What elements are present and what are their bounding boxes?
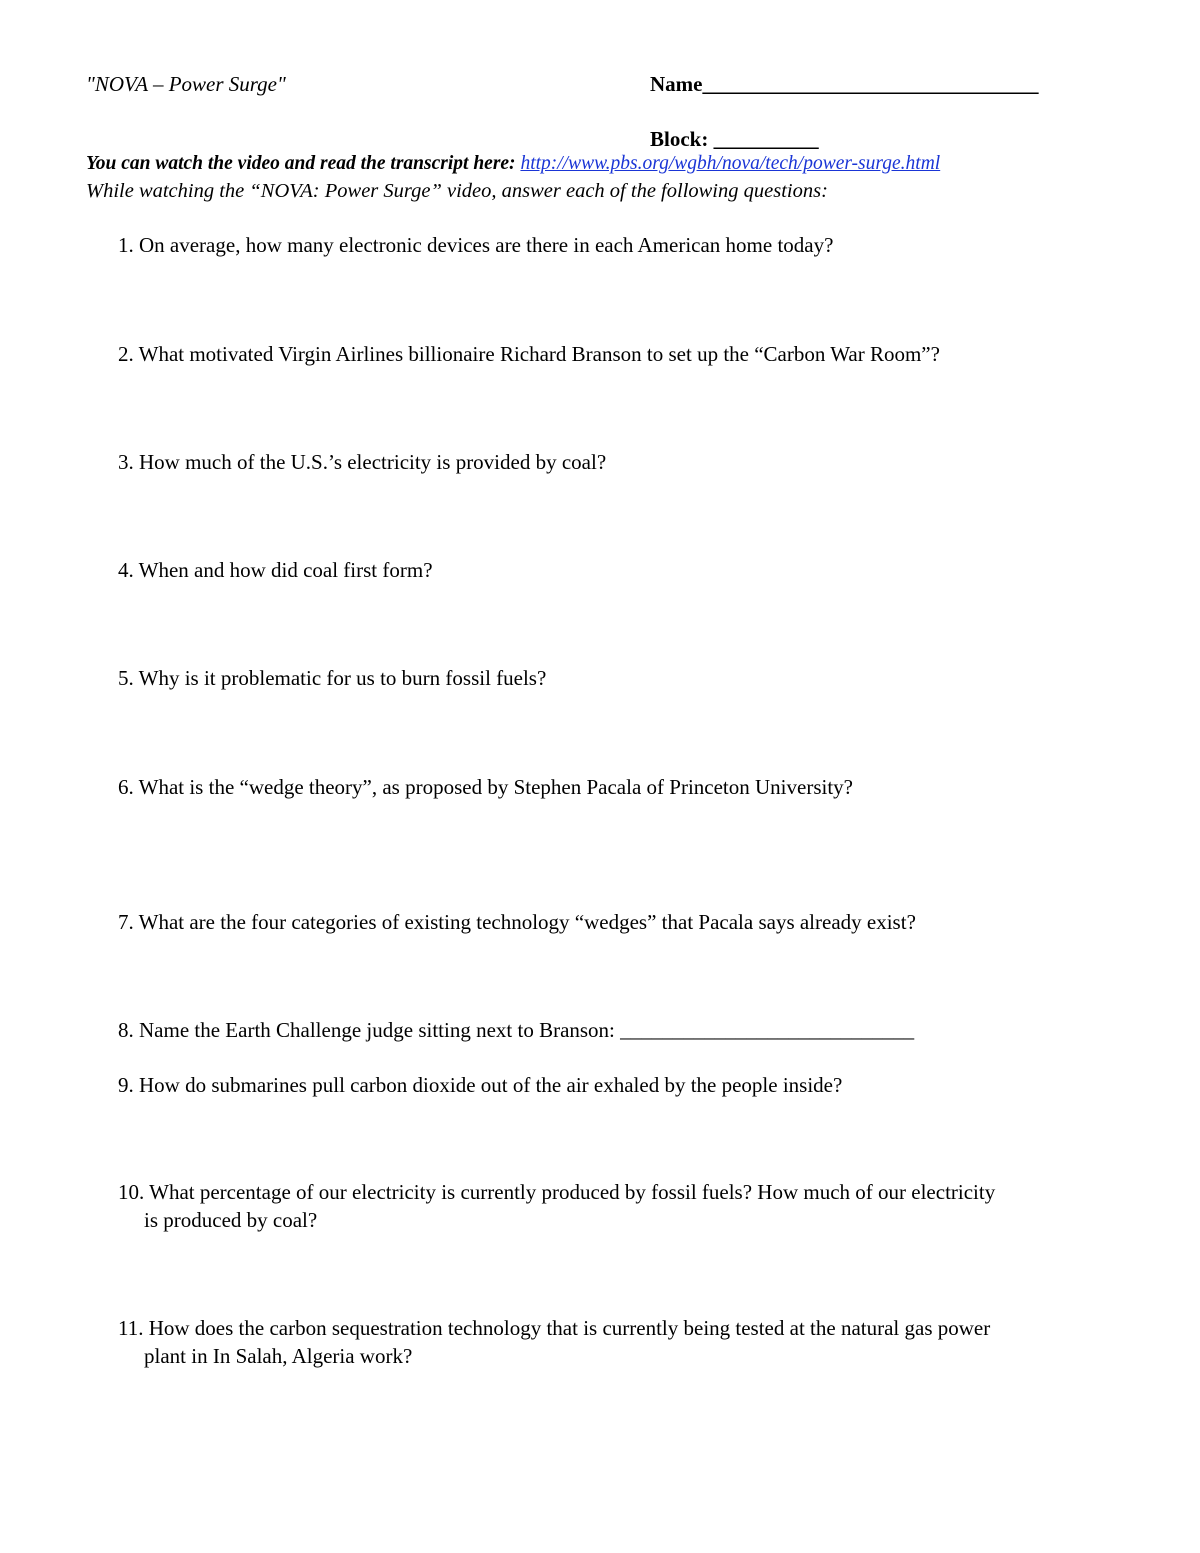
question-10-line-2: is produced by coal?: [144, 1208, 318, 1232]
question-4: 4. When and how did coal first form?: [118, 558, 433, 582]
question-10: [118, 1178, 1118, 1234]
question-1: 1. On average, how many electronic devices are there in each American home today?: [118, 233, 834, 257]
question-11: [118, 1314, 1118, 1370]
document-title: "NOVA – Power Surge": [86, 72, 286, 96]
question-11-line-1: 11. How does the carbon sequestration technology that is currently being tested at the natural gas power: [118, 1316, 991, 1340]
question-11-line-2: plant in In Salah, Algeria work?: [144, 1344, 413, 1368]
question-5: 5. Why is it problematic for us to burn fossil fuels?: [118, 666, 547, 690]
instructions: While watching the “NOVA: Power Surge” video, answer each of the following questions:: [86, 180, 828, 202]
resource-line: [86, 153, 940, 175]
name-field[interactable]: Name________________________________: [650, 72, 1039, 96]
block-field[interactable]: Block: __________: [650, 127, 819, 151]
question-8: 8. Name the Earth Challenge judge sitting next to Branson: ____________________________: [118, 1018, 915, 1042]
question-7: 7. What are the four categories of existing technology “wedges” that Pacala says already exist?: [118, 910, 916, 934]
question-9: 9. How do submarines pull carbon dioxide out of the air exhaled by the people inside?: [118, 1073, 843, 1097]
question-3: 3. How much of the U.S.’s electricity is provided by coal?: [118, 450, 607, 474]
question-6: 6. What is the “wedge theory”, as proposed by Stephen Pacala of Princeton University?: [118, 775, 853, 799]
resource-label: You can watch the video and read the transcript here:: [86, 153, 516, 174]
resource-link[interactable]: http://www.pbs.org/wgbh/nova/tech/power-surge.html: [520, 153, 941, 174]
question-2: 2. What motivated Virgin Airlines billionaire Richard Branson to set up the “Carbon War Room”?: [118, 342, 940, 366]
question-10-line-1: 10. What percentage of our electricity is currently produced by fossil fuels? How much of our electricity: [118, 1180, 996, 1204]
